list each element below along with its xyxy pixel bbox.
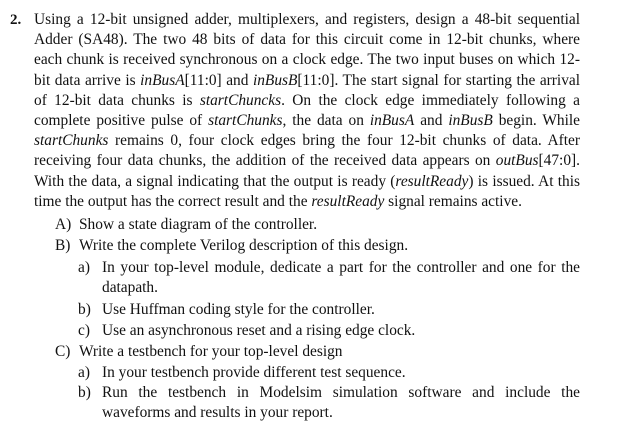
item-B-a [78,258,580,298]
paragraph-text-run: Using a 12-bit unsigned adder, multiplexers, and registers, design a 48-bit sequential Adder (SA48). The two 48 bits of data for this circuit come in 12-bit chunks, where each chunk is received synchronous on a clock edge. The two input buses on which 12-bit data arrive is [34,11,580,89]
item-B-b [78,300,580,320]
question-paragraph [34,10,580,212]
signal-name: startChuncks [199,91,282,109]
paragraph-text-run: and [414,112,449,130]
item-C-a-text: In your testbench provide different test sequence. [102,364,406,381]
item-C-a-marker: a) [78,364,90,381]
item-C-b [78,383,580,423]
item-B-a-marker: a) [78,259,90,276]
item-B [55,236,580,256]
item-C [55,342,580,362]
item-B-c-marker: c) [78,322,90,339]
paragraph-text-run: begin. While [492,112,580,130]
item-A-text: Show a state diagram of the controller. [79,216,318,233]
signal-name: startChunks [34,132,109,150]
item-C-b-text: Run the testbench in Modelsim simulation software and include the waveforms and results in your report. [102,384,580,422]
paragraph-text-run: remains 0, four clock edges bring the four 12-bit chunks of data. After receiving four data chunks, the addition of the received data appears on [34,132,580,170]
item-C-a [78,363,580,383]
paragraph-text-run: [11:0] and [184,71,253,89]
item-A [55,215,580,235]
paragraph-text-run: signal remains active. [384,192,522,210]
item-C-marker: C) [55,343,71,360]
item-B-a-text: In your top-level module, dedicate a part for the controller and one for the datapath. [102,259,580,297]
paragraph-text-run: [47:0]. With the data, a signal indicating that the output is ready ( [34,152,580,190]
item-C-text: Write a testbench for your top-level design [79,343,343,360]
paragraph-text-run: ) is issued. At this time the output has the correct result and the [34,172,580,210]
signal-name: outBus [495,152,539,170]
paragraph-text-run: [11:0]. The start signal for starting the arrival of 12-bit data chunks is [34,71,580,109]
question-number: 2. [10,12,22,28]
item-B-b-marker: b) [78,301,91,318]
item-C-b-marker: b) [78,384,91,401]
item-B-b-text: Use Huffman coding style for the controller. [102,301,375,318]
paragraph-text-run: , the data on [282,112,370,130]
signal-name: startChunks [208,112,283,130]
signal-name: inBusA [140,71,185,89]
paragraph-text-run: . On the clock edge immediately following a complete positive pulse of [34,91,580,130]
signal-name: inBusB [448,112,493,130]
item-B-c-text: Use an asynchronous reset and a rising edge clock. [102,322,416,339]
item-A-marker: A) [55,216,72,233]
item-B-c [78,321,580,341]
signal-name: resultReady [311,192,385,210]
signal-name: inBusB [252,71,298,89]
signal-name: resultReady [395,172,469,190]
signal-name: inBusA [369,112,415,130]
item-B-marker: B) [55,237,71,254]
item-B-text: Write the complete Verilog description of this design. [79,237,409,254]
